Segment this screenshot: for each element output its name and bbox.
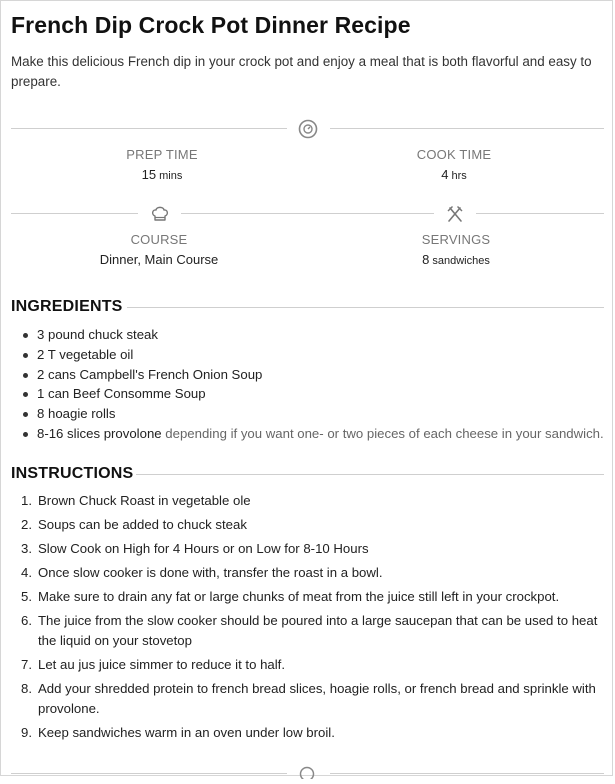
ingredient-item	[1, 345, 611, 365]
prep-time-unit: mins	[159, 170, 183, 182]
servings-number: 8	[422, 252, 430, 267]
instruction-step	[1, 515, 606, 535]
step-number: 1.	[21, 493, 32, 508]
chef-hat-icon	[149, 203, 171, 230]
instruction-step	[1, 491, 606, 511]
divider-line	[330, 128, 604, 129]
instruction-step	[1, 539, 606, 559]
cook-time-number: 4	[441, 167, 449, 182]
cook-time-value	[354, 167, 554, 182]
instruction-step	[1, 723, 606, 743]
step-text: Slow Cook on High for 4 Hours or on Low for 8-10 Hours	[38, 541, 369, 556]
recipe-summary: Make this delicious French dip in your crock pot and enjoy a meal that is both flavorful and easy to prepare.	[11, 54, 592, 89]
step-number: 7.	[21, 657, 32, 672]
recipe-title: French Dip Crock Pot Dinner Recipe	[11, 12, 411, 38]
servings-unit: sandwiches	[432, 255, 490, 267]
ingredient-text: 2 T vegetable oil	[37, 346, 134, 362]
ingredient-text: 3 pound chuck steak	[37, 327, 158, 342]
course-value: Dinner, Main Course	[99, 252, 219, 267]
timer-icon	[297, 118, 319, 145]
instruction-step	[1, 679, 606, 719]
step-text: Add your shredded protein to french bread slices, hoagie rolls, or french bread and sprinkle with provolone.	[38, 681, 596, 716]
divider-line	[127, 307, 604, 308]
ingredient-text: 1 can Beef Consomme Soup	[37, 386, 206, 402]
step-number: 6.	[21, 613, 32, 628]
step-text: Once slow cooker is done with, transfer the roast in a bowl.	[38, 565, 383, 580]
instruction-step	[1, 655, 606, 675]
step-text: Brown Chuck Roast in vegetable ole	[38, 493, 251, 508]
instruction-step	[1, 563, 606, 583]
divider-line	[330, 773, 604, 774]
step-text: Let au jus juice simmer to reduce it to half.	[38, 657, 286, 672]
divider-line	[136, 474, 604, 475]
fork-knife-icon	[444, 203, 466, 230]
step-text: The juice from the slow cooker should be poured into a large saucepan that can be used to heat the liquid on your stovetop	[38, 613, 598, 648]
prep-time-number: 15	[141, 167, 157, 182]
prep-time-label: PREP TIME	[126, 147, 198, 162]
ingredient-text: 2 cans Campbell's French Onion Soup	[37, 366, 263, 382]
step-number: 5.	[21, 589, 32, 604]
servings-value	[356, 252, 556, 267]
instructions-list	[1, 491, 606, 747]
step-text: Make sure to drain any fat or large chunks of meat from the juice still left in your crockpot.	[38, 589, 560, 604]
prep-time-value	[62, 167, 262, 182]
step-number: 2.	[21, 517, 32, 532]
divider-line	[11, 773, 287, 774]
cook-time-label: COOK TIME	[416, 147, 492, 162]
ingredient-item	[1, 365, 611, 385]
step-number: 8.	[21, 681, 32, 696]
step-text: Soups can be added to chuck steak	[38, 517, 247, 532]
ingredients-list	[1, 325, 611, 444]
instructions-heading: INSTRUCTIONS	[11, 465, 134, 482]
ingredient-item	[1, 424, 611, 444]
circle-icon	[298, 765, 316, 784]
divider-line	[11, 128, 287, 129]
divider-line	[11, 213, 138, 214]
divider-line	[476, 213, 604, 214]
step-number: 9.	[21, 725, 32, 740]
cook-time-unit: hrs	[451, 170, 467, 182]
instruction-step	[1, 611, 606, 651]
step-number: 4.	[21, 565, 32, 580]
ingredient-text: 8 hoagie rolls	[37, 406, 116, 422]
ingredient-item	[1, 384, 611, 404]
ingredient-item	[1, 404, 611, 424]
ingredients-heading: INGREDIENTS	[11, 298, 123, 315]
servings-label: SERVINGS	[421, 232, 491, 247]
step-text: Keep sandwiches warm in an oven under low broil.	[38, 725, 335, 740]
ingredient-note: depending if you want one- or two pieces of each cheese in your sandwich.	[165, 425, 604, 441]
ingredient-text: 8-16 slices provolone	[37, 425, 162, 441]
step-number: 3.	[21, 541, 32, 556]
divider-line	[181, 213, 434, 214]
course-label: COURSE	[130, 232, 188, 247]
ingredient-item	[1, 325, 611, 345]
instruction-step	[1, 587, 606, 607]
